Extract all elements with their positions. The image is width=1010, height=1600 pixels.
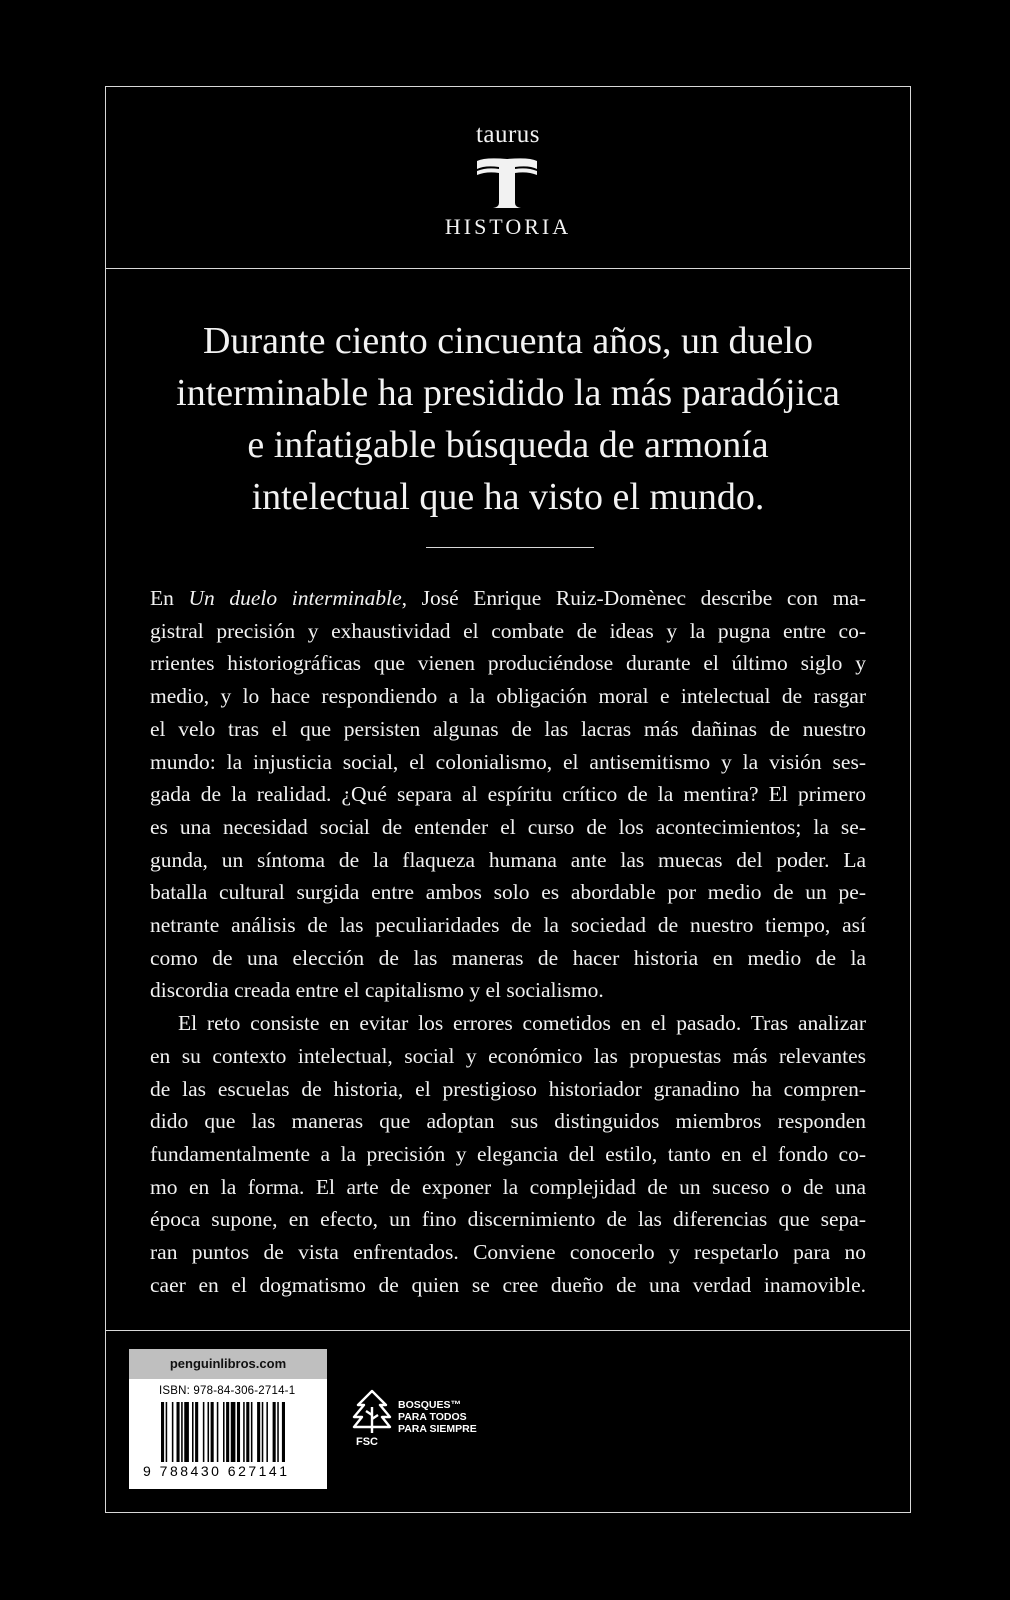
barcode-icon	[161, 1402, 319, 1470]
barcode-digits: 9 788430 627141	[143, 1463, 290, 1479]
body-line: época supone, en efecto, un fino discernimiento de las diferencias que sepa-	[150, 1207, 866, 1232]
collection-name: HISTORIA	[444, 214, 572, 239]
body-line: caer en el dogmatismo de quien se cree dueño de una verdad inamovible.	[150, 1272, 866, 1297]
book-title: Un duelo interminable	[188, 586, 402, 610]
headline	[126, 315, 890, 523]
brand-wordmark: taurus	[475, 121, 541, 148]
barcode-label	[129, 1349, 327, 1489]
body-line: dido que las maneras que adoptan sus distinguidos miembros responden	[150, 1109, 866, 1134]
body-line: batalla cultural surgida entre ambos solo es abordable por medio de un pe-	[150, 880, 866, 905]
headline-line: intelectual que ha visto el mundo.	[251, 476, 765, 518]
fsc-slogan-line: BOSQUES™	[398, 1399, 462, 1411]
body-line: En Un duelo interminable, José Enrique Ruiz-Domènec describe con ma-	[150, 586, 866, 610]
body-line: como de una elección de las maneras de hacer historia en medio de la	[150, 945, 866, 970]
body-line: gistral precisión y exhaustividad el combate de ideas y la pugna entre co-	[150, 618, 866, 643]
body-line: discordia creada entre el capitalismo y el socialismo.	[150, 978, 604, 1003]
publisher-website: penguinlibros.com	[129, 1349, 327, 1379]
isbn-text: ISBN: 978-84-306-2714-1	[159, 1385, 296, 1397]
body-line: rrientes historiográficas que vienen produciéndose durante el último siglo y	[150, 651, 866, 676]
bottom-divider	[106, 1330, 910, 1331]
blurb-body	[150, 582, 866, 1301]
headline-line: Durante ciento cincuenta años, un duelo	[203, 320, 813, 362]
body-line: mundo: la injusticia social, el colonialismo, el antisemitismo y la visión ses-	[150, 749, 866, 774]
body-line: gunda, un síntoma de la flaqueza humana ante las muecas del poder. La	[150, 847, 866, 872]
cover-frame	[105, 86, 911, 1513]
body-line: es una necesidad social de entender el curso de los acontecimientos; la se-	[150, 814, 866, 839]
body-line: mo en la forma. El arte de exponer la complejidad de un suceso o de una	[150, 1174, 866, 1199]
fsc-slogan-line: PARA SIEMPRE	[398, 1423, 477, 1435]
body-line: El reto consiste en evitar los errores cometidos en el pasado. Tras analizar	[178, 1011, 866, 1036]
body-line: fundamentalmente a la precisión y elegancia del estilo, tanto en el fondo co-	[150, 1141, 866, 1166]
body-line: el velo tras el que persisten algunas de las lacras más dañinas de nuestro	[150, 716, 866, 741]
top-divider	[106, 268, 910, 269]
body-line: gada de la realidad. ¿Qué separa al espíritu crítico de la mentira? El primero	[150, 782, 866, 807]
fsc-tree-icon	[350, 1389, 394, 1435]
body-line: de las escuelas de historia, el prestigioso historiador granadino ha compren-	[150, 1076, 866, 1101]
taurus-t-logo-icon	[475, 157, 539, 209]
headline-rule	[426, 547, 594, 548]
headline-line: e infatigable búsqueda de armonía	[247, 424, 769, 466]
body-line: ran puntos de vista enfrentados. Conviene conocerlo y respetarlo para no	[150, 1240, 866, 1265]
fsc-slogan-line: PARA TODOS	[398, 1411, 467, 1423]
headline-line: interminable ha presidido la más paradójica	[176, 372, 840, 414]
body-line: netrante análisis de las peculiaridades de la sociedad de nuestro tiempo, así	[150, 913, 866, 938]
body-line: medio, y lo hace respondiendo a la obligación moral e intelectual de rasgar	[150, 684, 866, 709]
body-line: en su contexto intelectual, social y económico las propuestas más relevantes	[150, 1043, 866, 1068]
fsc-slogan	[398, 1399, 477, 1435]
fsc-label: FSC	[356, 1436, 378, 1448]
